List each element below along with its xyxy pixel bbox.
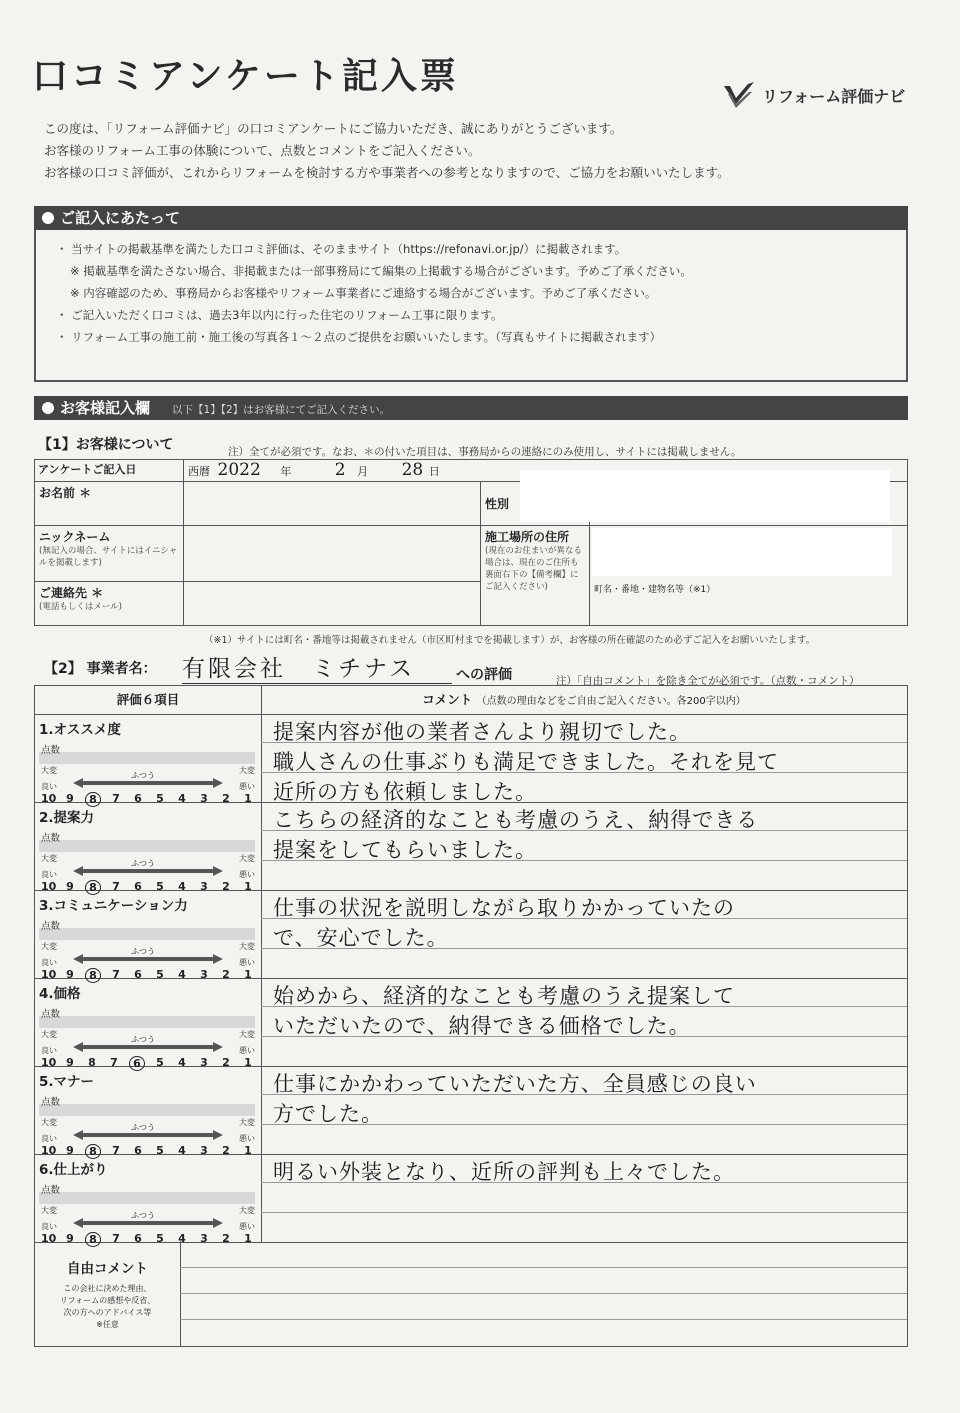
score-option[interactable]: 5: [156, 1232, 164, 1245]
good-top: 大変: [41, 1118, 57, 1127]
contact-hint: (電話もしくはメール): [39, 602, 122, 612]
good-top: 大変: [41, 1030, 57, 1039]
scale-mid-label: ふつう: [131, 771, 155, 780]
score-option[interactable]: 1: [244, 880, 252, 893]
scale-good-label: [41, 1030, 57, 1056]
free-comment-desc-line: この会社に決めた理由、: [63, 1284, 152, 1293]
score-option[interactable]: 4: [178, 1056, 186, 1069]
handwritten-comment: 仕事にかかわっていただいた方、全員感じの良い: [273, 1072, 757, 1096]
score-option[interactable]: 5: [156, 792, 164, 805]
double-arrow-icon: [73, 778, 223, 788]
handwritten-comment: 仕事の状況を説明しながら取りかかっていたの: [273, 896, 735, 920]
good-bottom: 良い: [41, 1134, 57, 1143]
gender-label: 性別: [485, 497, 510, 511]
score-option[interactable]: 1: [244, 1056, 252, 1069]
nickname-label: ニックネーム: [39, 530, 111, 544]
score-option[interactable]: 2: [222, 1144, 230, 1157]
bad-top: 大変: [239, 1030, 255, 1039]
score-option[interactable]: 4: [178, 968, 186, 981]
scale-mid-label: ふつう: [131, 859, 155, 868]
score-option[interactable]: 9: [66, 880, 74, 893]
scale-good-label: [41, 1118, 57, 1144]
score-cell: [35, 714, 262, 806]
part2-note: 注）「自由コメント」を除き全てが必須です。（点数・コメント）: [556, 675, 860, 687]
items-header: 評価６項目: [35, 686, 262, 714]
points-label: 点数: [41, 833, 61, 844]
score-option[interactable]: 1: [244, 1144, 252, 1157]
score-option[interactable]: 5: [156, 880, 164, 893]
scale-good-label: [41, 854, 57, 880]
scale-good-label: [41, 1206, 57, 1232]
good-bottom: 良い: [41, 782, 57, 791]
score-option[interactable]: 4: [178, 792, 186, 805]
scale-mid-label: ふつう: [131, 947, 155, 956]
score-option[interactable]: 4: [178, 1144, 186, 1157]
score-option[interactable]: 2: [222, 968, 230, 981]
score-cell: [35, 802, 262, 894]
comment-header-label: コメント: [422, 692, 473, 707]
day-unit: 日: [428, 465, 440, 478]
address-footnote: （※1）サイトには町名・番地等は掲載されません（市区町村までを掲載します）が、お客様の所在確認のため必ずご記入をお願いいたします。: [204, 635, 816, 646]
customer-heading: お客様記入欄: [60, 399, 151, 417]
score-option[interactable]: 3: [200, 968, 208, 981]
bullet-icon: [42, 402, 54, 414]
free-comment-label-cell: [35, 1241, 181, 1347]
redacted-area: [520, 470, 890, 522]
scale-mid-label: ふつう: [131, 1123, 155, 1132]
free-comment-desc: [35, 1283, 180, 1331]
bad-bottom: 悪い: [239, 870, 255, 879]
score-cell: [35, 978, 262, 1070]
good-top: 大変: [41, 854, 57, 863]
good-bottom: 良い: [41, 1222, 57, 1231]
good-bottom: 良い: [41, 958, 57, 967]
brand-logo: [722, 78, 905, 112]
score-cell: [35, 890, 262, 982]
month-value: 2: [334, 460, 346, 480]
scale-bad-label: [239, 766, 255, 792]
day-value: 28: [401, 460, 424, 480]
scale-bad-label: [239, 1030, 255, 1056]
address-hint: (現在のお住まいが異なる場合は、現在のご住所も裏面右下の【備考欄】にご記入ください): [485, 546, 582, 592]
score-option[interactable]: 9: [66, 792, 74, 805]
notice-line: ・ リフォーム工事の施工前・施工後の写真各１～２点のご提供をお願いいたします。（写真もサイトに掲載されます）: [56, 330, 662, 344]
score-option[interactable]: 9: [66, 1144, 74, 1157]
bad-top: 大変: [239, 854, 255, 863]
month-unit: 月: [357, 465, 369, 478]
score-option[interactable]: 7: [112, 1144, 120, 1157]
bad-bottom: 悪い: [239, 1134, 255, 1143]
good-bottom: 良い: [41, 1046, 57, 1055]
double-arrow-icon: [73, 1042, 223, 1052]
comment-header-sub: （点数の理由などをご自由ご記入ください。各200字以内）: [476, 696, 746, 707]
score-option[interactable]: 6: [134, 1232, 142, 1245]
bad-bottom: 悪い: [239, 958, 255, 967]
score-option[interactable]: 6: [134, 968, 142, 981]
part1-title: 【1】お客様について: [38, 437, 174, 453]
handwritten-comment: こちらの経済的なことも考慮のうえ、納得できる: [273, 808, 759, 832]
score-option[interactable]: 9: [66, 1056, 74, 1069]
scale-good-label: [41, 942, 57, 968]
score-option[interactable]: 7: [110, 1056, 118, 1069]
score-option[interactable]: 8: [85, 968, 101, 983]
score-option[interactable]: 8: [85, 792, 101, 807]
score-option[interactable]: 10: [41, 1144, 57, 1157]
points-label: 点数: [41, 1009, 61, 1020]
scale-bad-label: [239, 1206, 255, 1232]
redacted-area: [592, 528, 892, 576]
points-label: 点数: [41, 921, 61, 932]
good-bottom: 良い: [41, 870, 57, 879]
scale-band: [39, 928, 255, 940]
year-value: 2022: [217, 460, 261, 480]
part2-prefix: 【2】 事業者名：: [44, 661, 157, 677]
evaluation-row: [35, 1154, 907, 1246]
notice-heading: ご記入にあたって: [60, 209, 181, 227]
notice-line: ・ ご記入いただく口コミは、過去3年以内に行った住宅のリフォーム工事に限ります。: [56, 308, 503, 322]
bad-top: 大変: [239, 1118, 255, 1127]
bad-bottom: 悪い: [239, 782, 255, 791]
writing-line: [180, 1267, 907, 1268]
double-arrow-icon: [73, 1130, 223, 1140]
scale-bad-label: [239, 1118, 255, 1144]
evaluation-header: [35, 686, 907, 715]
score-option[interactable]: 5: [156, 1056, 164, 1069]
era-label: 西暦: [188, 465, 210, 478]
good-top: 大変: [41, 766, 57, 775]
score-option[interactable]: 9: [66, 968, 74, 981]
scale-mid-label: ふつう: [131, 1035, 155, 1044]
score-option[interactable]: 1: [244, 968, 252, 981]
item-name: 2.提案力: [39, 810, 95, 826]
score-option[interactable]: 2: [222, 880, 230, 893]
score-option[interactable]: 6: [129, 1056, 145, 1071]
evaluation-row: [35, 714, 907, 806]
score-option[interactable]: 3: [200, 1144, 208, 1157]
score-option[interactable]: 5: [156, 968, 164, 981]
nickname-hint: (無記入の場合、サイトにはイニシャルを掲載します): [39, 546, 178, 568]
scale-band: [39, 1104, 255, 1116]
double-arrow-icon: [73, 954, 223, 964]
address-label: 施工場所の住所: [485, 530, 570, 544]
part1-note: 注）全てが必須です。なお、＊の付いた項目は、事務局からの連絡にのみ使用し、サイトには掲載しません。: [228, 446, 742, 458]
score-option[interactable]: 6: [134, 880, 142, 893]
score-option[interactable]: 7: [112, 880, 120, 893]
score-cell: [35, 1154, 262, 1246]
free-comment-title: 自由コメント: [67, 1261, 148, 1277]
score-option[interactable]: 9: [66, 1232, 74, 1245]
score-option[interactable]: 10: [41, 968, 57, 981]
intro-line: お客様のリフォーム工事の体験について、点数とコメントをご記入ください。: [44, 143, 481, 158]
notice-box: [34, 230, 908, 382]
evaluation-row: [35, 890, 907, 982]
scale-band: [39, 1192, 255, 1204]
customer-subheading: 以下【1】【2】はお客様にてご記入ください。: [172, 404, 391, 416]
score-option[interactable]: 10: [41, 1056, 57, 1069]
score-option[interactable]: 10: [41, 1232, 57, 1245]
score-cell: [35, 1066, 262, 1158]
handwritten-comment: 提案内容が他の業者さんより親切でした。: [273, 720, 691, 744]
score-option[interactable]: 3: [200, 880, 208, 893]
score-option[interactable]: 3: [200, 1056, 208, 1069]
scale-mid-label: ふつう: [131, 1211, 155, 1220]
score-option[interactable]: 3: [200, 792, 208, 805]
contact-field[interactable]: [184, 582, 481, 626]
score-option[interactable]: 8: [85, 1232, 101, 1247]
score-option[interactable]: 10: [41, 792, 57, 805]
intro-line: この度は、「リフォーム評価ナビ」の口コミアンケートにご協力いただき、誠にありがとうございます。: [44, 121, 623, 136]
handwritten-comment: 方でした。: [273, 1102, 383, 1126]
handwritten-comment: いただいたので、納得できる価格でした。: [273, 1014, 691, 1038]
points-label: 点数: [41, 1185, 61, 1196]
comment-header: [261, 686, 907, 714]
scale-bad-label: [239, 854, 255, 880]
scale-bad-label: [239, 942, 255, 968]
score-option[interactable]: 8: [88, 1056, 96, 1069]
scale-band: [39, 840, 255, 852]
scale-band: [39, 752, 255, 764]
bad-bottom: 悪い: [239, 1046, 255, 1055]
item-name: 4.価格: [39, 986, 81, 1002]
handwritten-comment: 職人さんの仕事ぶりも満足できました。それを見て: [273, 750, 779, 774]
scale-band: [39, 1016, 255, 1028]
evaluation-table: [34, 685, 908, 1347]
name-label: お名前 ＊: [39, 486, 92, 500]
free-comment-row: [35, 1241, 907, 1347]
handwritten-comment: 明るい外装となり、近所の評判も上々でした。: [273, 1160, 735, 1184]
item-name: 5.マナー: [39, 1074, 95, 1090]
free-comment-desc-line: ※任意: [96, 1320, 119, 1329]
contact-label: ご連絡先 ＊: [39, 586, 104, 600]
score-option[interactable]: 3: [200, 1232, 208, 1245]
bad-top: 大変: [239, 766, 255, 775]
company-name: 有限会社 ミチナス: [182, 650, 452, 684]
notice-line: ※ 掲載基準を満たさない場合、非掲載または一部事務局にて編集の上掲載する場合がございます。予めご了承ください。: [70, 264, 692, 278]
address-sub-label: 町名・番地・建物名等（※1）: [594, 585, 716, 595]
notice-heading-bar: [34, 206, 908, 230]
brand-name: リフォーム評価ナビ: [762, 86, 906, 106]
handwritten-comment: 始めから、経済的なことも考慮のうえ提案して: [273, 984, 735, 1008]
score-option[interactable]: 1: [244, 1232, 252, 1245]
score-option[interactable]: 7: [112, 792, 120, 805]
score-option[interactable]: 1: [244, 792, 252, 805]
handwritten-comment: で、安心でした。: [273, 926, 449, 950]
evaluation-row: [35, 1066, 907, 1158]
free-comment-desc-line: 次の方へのアドバイス等: [63, 1308, 152, 1317]
good-top: 大変: [41, 942, 57, 951]
points-label: 点数: [41, 1097, 61, 1108]
intro-text: [44, 118, 730, 184]
bad-top: 大変: [239, 942, 255, 951]
year-unit: 年: [280, 465, 292, 478]
name-field[interactable]: [184, 482, 481, 526]
good-top: 大変: [41, 1206, 57, 1215]
handwritten-comment: 近所の方も依頼しました。: [273, 780, 537, 804]
evaluation-row: [35, 978, 907, 1070]
intro-line: お客様の口コミ評価が、これからリフォームを検討する方や事業者への参考となりますので、ご協力をお願いいたします。: [44, 165, 730, 180]
score-option[interactable]: 4: [178, 880, 186, 893]
brand-logo-icon: [722, 78, 756, 112]
evaluation-row: [35, 802, 907, 894]
score-option[interactable]: 8: [85, 1144, 101, 1159]
bad-top: 大変: [239, 1206, 255, 1215]
score-option[interactable]: 8: [85, 880, 101, 895]
score-option[interactable]: 6: [134, 792, 142, 805]
writing-line: [180, 1293, 907, 1294]
nickname-field[interactable]: [184, 526, 481, 582]
writing-line: [261, 1212, 907, 1213]
free-comment-desc-line: リフォームの感想や反省、: [59, 1296, 156, 1305]
writing-line: [180, 1319, 907, 1320]
page-title: 口コミアンケート記入票: [32, 56, 459, 97]
double-arrow-icon: [73, 1218, 223, 1228]
score-option[interactable]: 7: [112, 968, 120, 981]
score-option[interactable]: 2: [222, 1056, 230, 1069]
bad-bottom: 悪い: [239, 1222, 255, 1231]
bullet-icon: [42, 212, 54, 224]
part2-suffix: への評価: [456, 667, 512, 683]
item-name: 6.仕上がり: [39, 1162, 108, 1178]
score-option[interactable]: 6: [134, 1144, 142, 1157]
points-label: 点数: [41, 745, 61, 756]
score-option[interactable]: 10: [41, 880, 57, 893]
notice-line: ・ 当サイトの掲載基準を満たした口コミ評価は、そのままサイト（https://refonavi.or.jp/）に掲載されます。: [56, 242, 627, 256]
customer-heading-bar: [34, 396, 908, 420]
item-name: 3.コミュニケーション力: [39, 898, 188, 914]
double-arrow-icon: [73, 866, 223, 876]
date-label: アンケートご記入日: [38, 463, 137, 476]
score-option[interactable]: 2: [222, 1232, 230, 1245]
item-name: 1.オススメ度: [39, 722, 121, 738]
score-option[interactable]: 4: [178, 1232, 186, 1245]
score-option[interactable]: 5: [156, 1144, 164, 1157]
notice-line: ※ 内容確認のため、事務局からお客様やリフォーム事業者にご連絡する場合がございます。予めご了承ください。: [70, 286, 657, 300]
score-option[interactable]: 7: [112, 1232, 120, 1245]
score-option[interactable]: 2: [222, 792, 230, 805]
handwritten-comment: 提案をしてもらいました。: [273, 838, 537, 862]
scale-good-label: [41, 766, 57, 792]
